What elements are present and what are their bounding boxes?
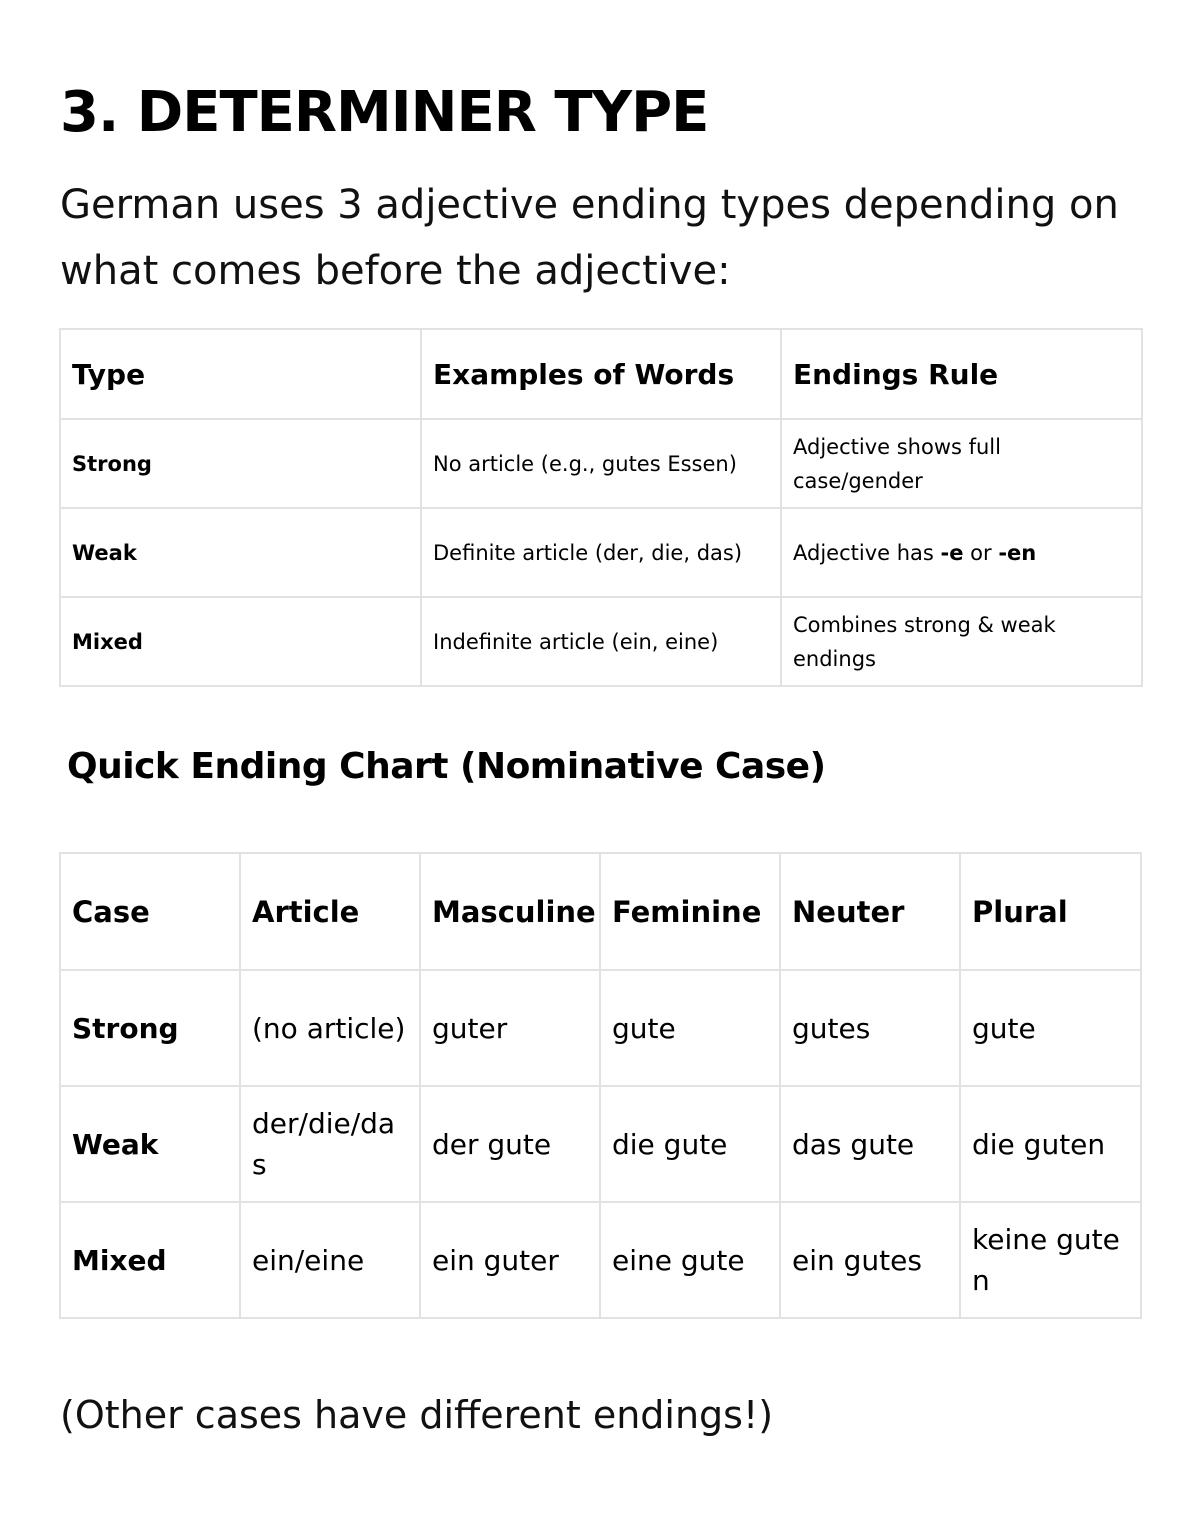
examples-cell: Indefinite article (ein, eine) [421, 597, 781, 686]
column-header-feminine: Feminine [600, 853, 780, 970]
column-header-examples: Examples of Words [421, 329, 781, 419]
footer-note: (Other cases have different endings!) [60, 1393, 774, 1437]
intro-text: German uses 3 adjective ending types depending on what comes before the adjective: [60, 182, 1119, 294]
column-header-type: Type [60, 329, 421, 419]
rule-cell: Combines strong & weak endings [781, 597, 1142, 686]
article-cell: der/die/das [240, 1086, 420, 1202]
type-cell: Strong [60, 419, 421, 508]
table-row [60, 1202, 1141, 1318]
rule-text: Adjective has [793, 540, 941, 565]
column-header-case: Case [60, 853, 240, 970]
plural-cell: die guten [960, 1086, 1141, 1202]
feminine-cell: die gute [600, 1086, 780, 1202]
feminine-cell: gute [600, 970, 780, 1086]
type-cell: Weak [60, 508, 421, 597]
ending-e: -e [940, 540, 964, 565]
column-header-neuter: Neuter [780, 853, 960, 970]
ending-en: -en [998, 540, 1037, 565]
rule-cell [781, 508, 1142, 597]
neuter-cell: gutes [780, 970, 960, 1086]
column-header-endings-rule: Endings Rule [781, 329, 1142, 419]
article-cell: ein/eine [240, 1202, 420, 1318]
ending-chart-table [59, 852, 1142, 1319]
rule-cell: Adjective shows full case/gender [781, 419, 1142, 508]
feminine-cell: eine gute [600, 1202, 780, 1318]
plural-cell: gute [960, 970, 1141, 1086]
table-row [60, 508, 1142, 597]
article-cell: (no article) [240, 970, 420, 1086]
column-header-article: Article [240, 853, 420, 970]
chart-heading: Quick Ending Chart (Nominative Case) [67, 746, 826, 787]
table-header-row [60, 329, 1142, 419]
table-row [60, 970, 1141, 1086]
plural-cell: keine guten [960, 1202, 1141, 1318]
table-row [60, 597, 1142, 686]
column-header-masculine: Masculine [420, 853, 600, 970]
type-cell: Mixed [60, 597, 421, 686]
case-cell: Strong [60, 970, 240, 1086]
case-cell: Mixed [60, 1202, 240, 1318]
table-row [60, 419, 1142, 508]
case-cell: Weak [60, 1086, 240, 1202]
table-row [60, 1086, 1141, 1202]
table-header-row [60, 853, 1141, 970]
masculine-cell: guter [420, 970, 600, 1086]
examples-cell: No article (e.g., gutes Essen) [421, 419, 781, 508]
masculine-cell: ein guter [420, 1202, 600, 1318]
rule-or-text: or [963, 540, 999, 565]
determiner-types-table [59, 328, 1143, 687]
column-header-plural: Plural [960, 853, 1141, 970]
neuter-cell: ein gutes [780, 1202, 960, 1318]
examples-cell: Definite article (der, die, das) [421, 508, 781, 597]
page-title: 3. DETERMINER TYPE [60, 80, 709, 145]
neuter-cell: das gute [780, 1086, 960, 1202]
masculine-cell: der gute [420, 1086, 600, 1202]
